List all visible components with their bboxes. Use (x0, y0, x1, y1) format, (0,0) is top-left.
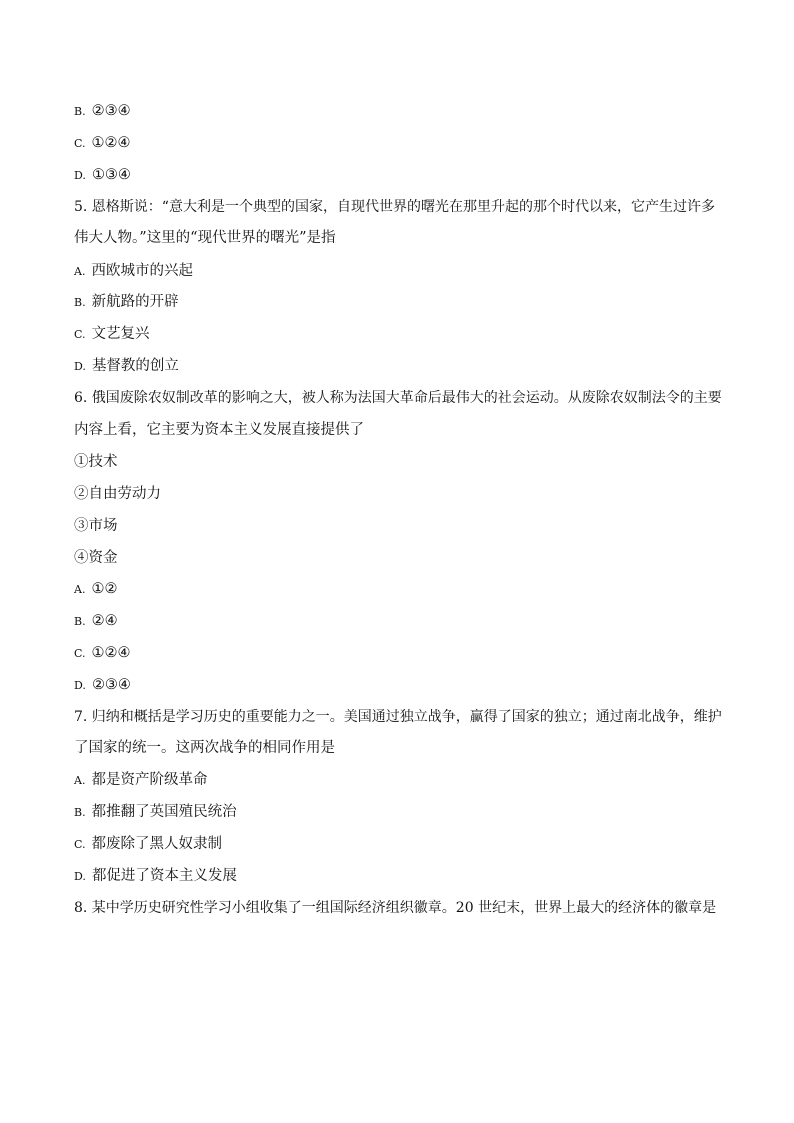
question-5-option-c: C. 文艺复兴 (74, 326, 150, 342)
question-5-option-a: A. 西欧城市的兴起 (74, 263, 193, 279)
question-8-stem-line1: 8. 某中学历史研究性学习小组收集了一组国际经济组织徽章。20 世纪末，世界上最大的经济体的徽章是 (74, 900, 717, 916)
question-6-option-a: A. ①② (74, 581, 118, 597)
question-7-stem-line1: 7. 归纳和概括是学习历史的重要能力之一。美国通过独立战争，赢得了国家的独立；通过南北战争，维护 (74, 709, 722, 725)
question-7-option-b: B. 都推翻了英国殖民统治 (74, 804, 237, 820)
option-d: D. ①③④ (74, 167, 131, 183)
question-5-stem-line2: 伟大人物。”这里的“现代世界的曙光”是指 (74, 230, 336, 246)
question-6-stem-line2: 内容上看，它主要为资本主义发展直接提供了 (74, 422, 364, 438)
question-7-option-c: C. 都废除了黑人奴隶制 (74, 836, 223, 852)
question-6-option-b: B. ②④ (74, 613, 118, 629)
question-6-item-2: ②自由劳动力 (74, 486, 161, 502)
question-6-stem-line1: 6. 俄国废除农奴制改革的影响之大，被人称为法国大革命后最伟大的社会运动。从废除农奴制法令的主要 (74, 390, 722, 406)
question-6-item-3: ③市场 (74, 518, 118, 534)
question-5-stem-line1: 5. 恩格斯说：“意大利是一个典型的国家，自现代世界的曙光在那里升起的那个时代以来，它产生过许多 (74, 199, 715, 215)
option-b: B. ②③④ (74, 103, 131, 119)
question-7-option-d: D. 都促进了资本主义发展 (74, 868, 237, 884)
question-6-option-c: C. ①②④ (74, 645, 131, 661)
question-6-option-d: D. ②③④ (74, 677, 131, 693)
option-c: C. ①②④ (74, 135, 131, 151)
question-7-option-a: A. 都是资产阶级革命 (74, 772, 208, 788)
question-6-item-4: ④资金 (74, 550, 118, 566)
question-5-option-b: B. 新航路的开辟 (74, 294, 179, 310)
question-5-option-d: D. 基督教的创立 (74, 358, 179, 374)
question-7-stem-line2: 了国家的统一。这两次战争的相同作用是 (74, 740, 335, 756)
question-6-item-1: ①技术 (74, 454, 118, 470)
